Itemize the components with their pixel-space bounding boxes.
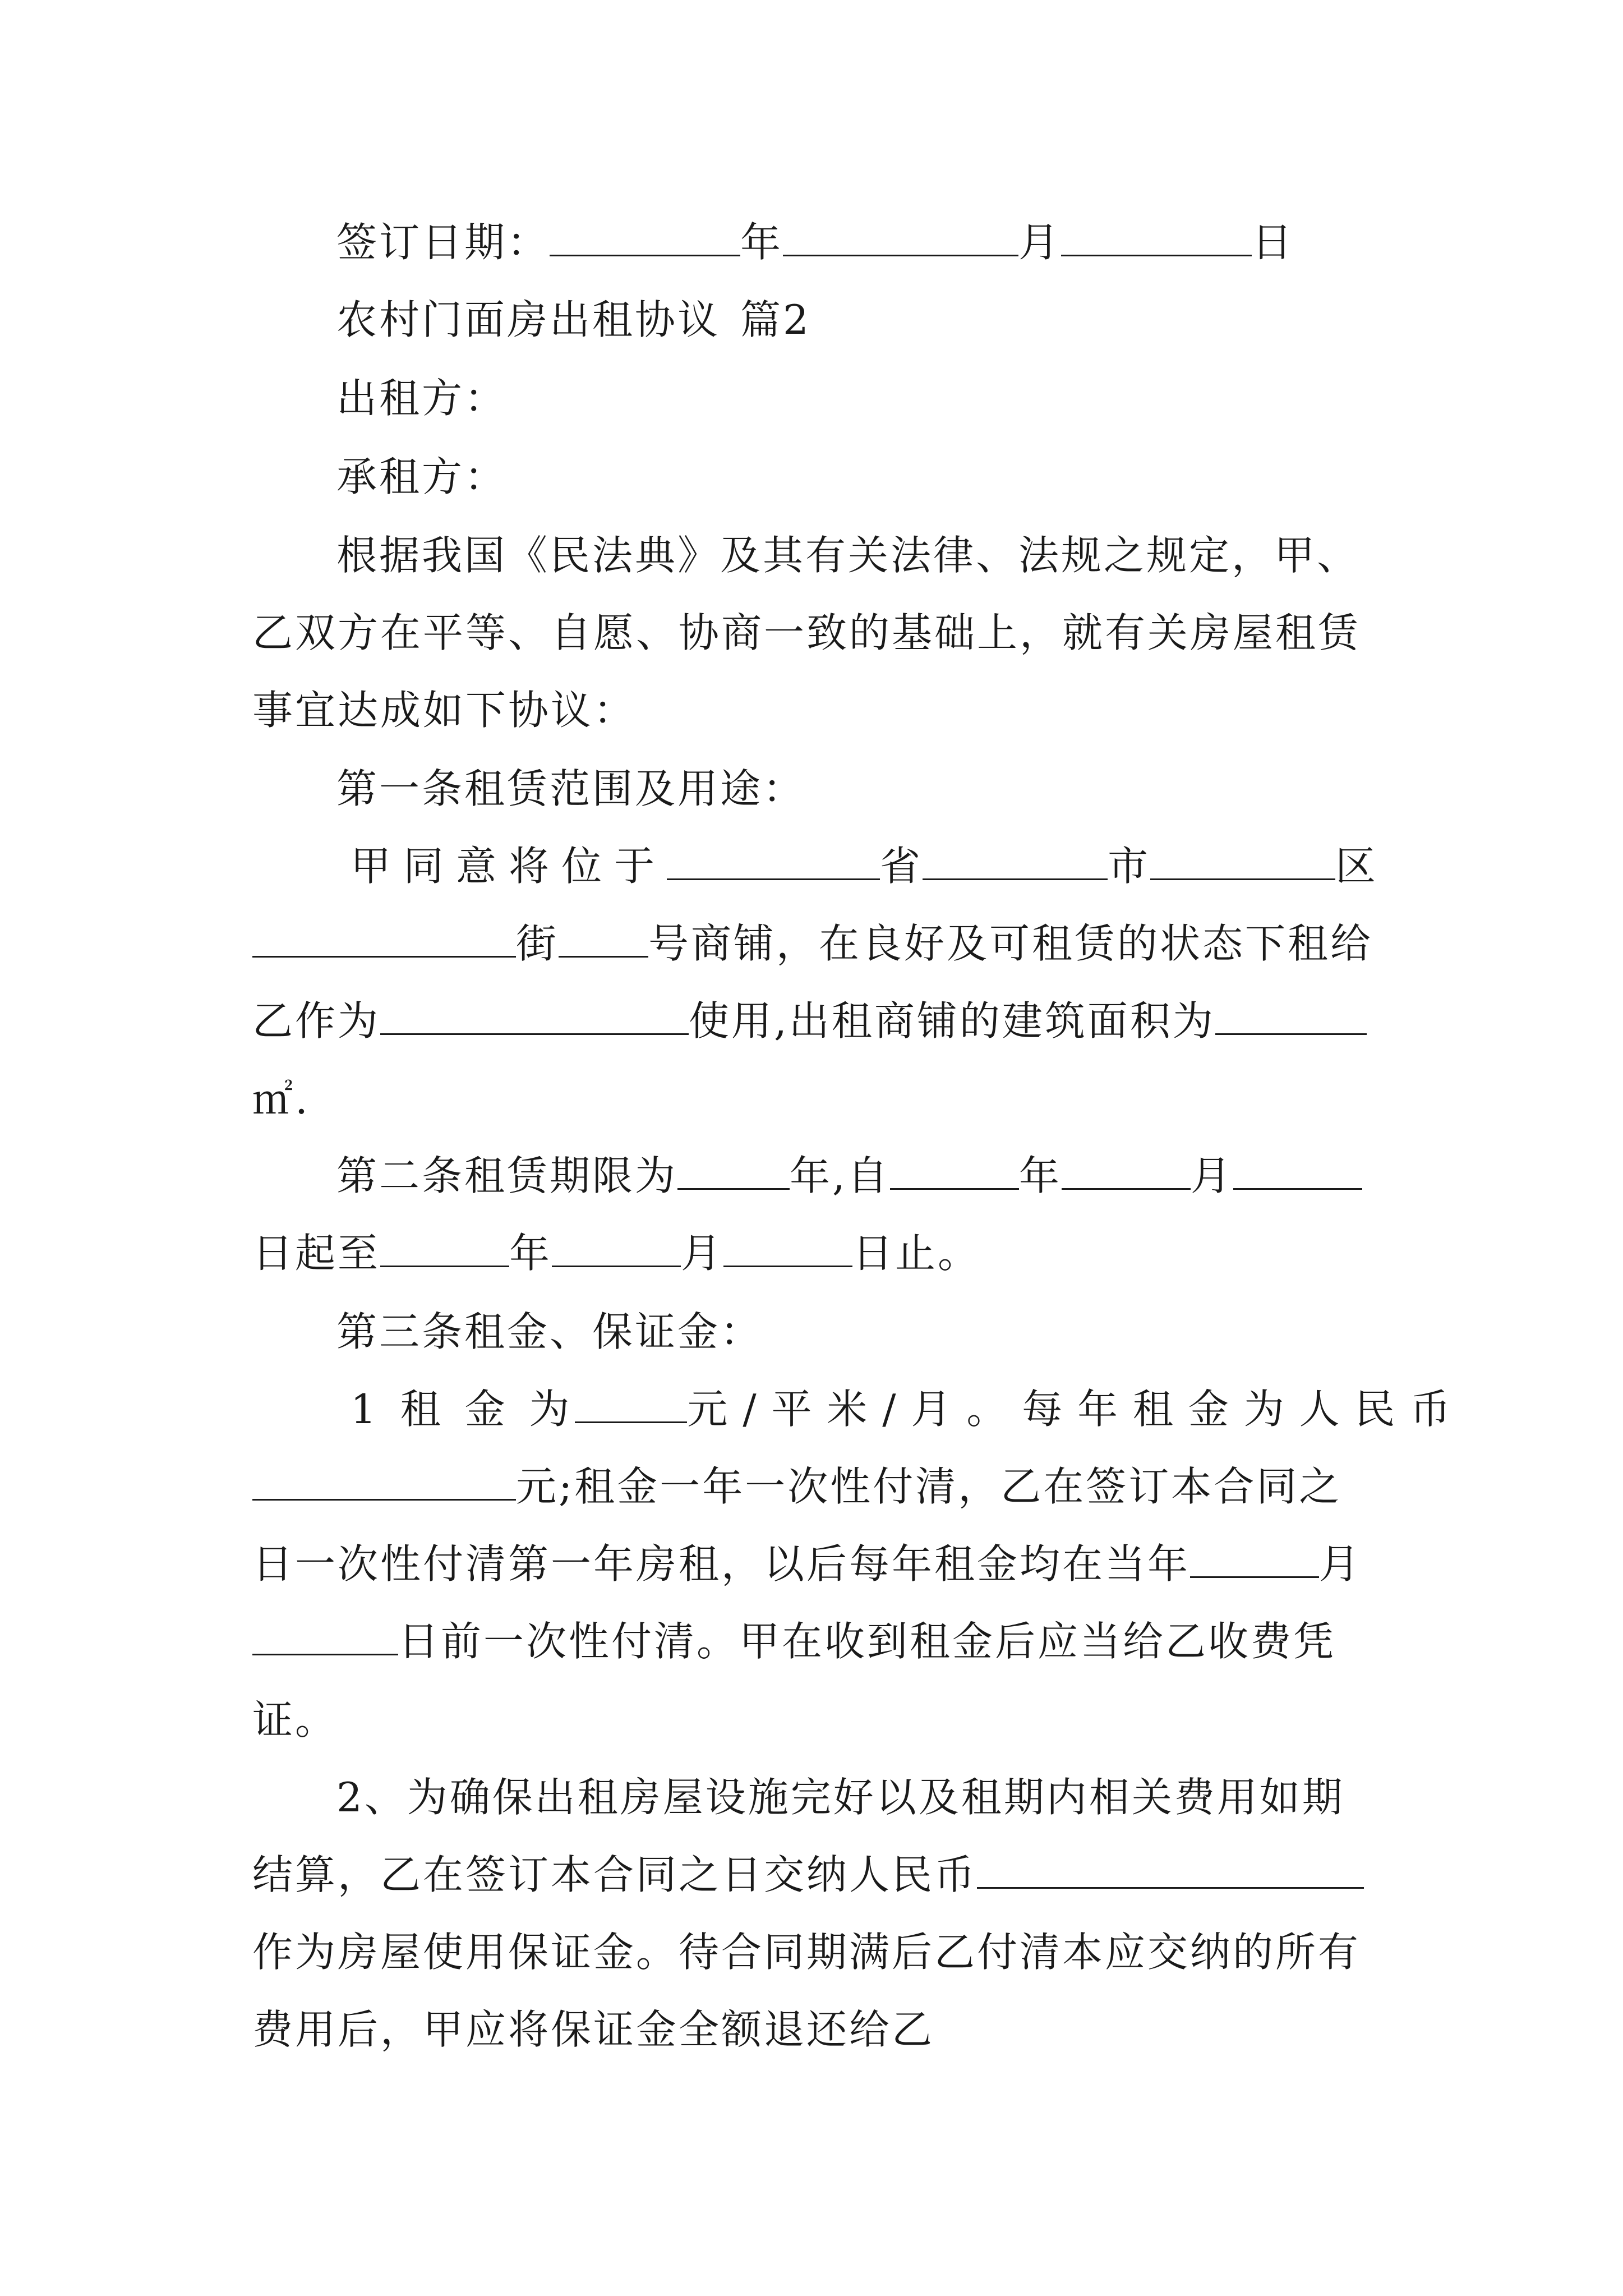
article-1-street-line: 街 号商铺，在良好及可租赁的状态下租给 [252,910,1380,977]
section-title [336,286,1380,353]
street-blank [252,912,516,958]
lessor-line: 出租方： [336,375,508,422]
month-label: 月 [1018,219,1062,266]
article-2-line-1: 第二条租赁期限为 年,自 年 月 [336,1142,1380,1209]
province-blank [667,835,880,880]
article-1-heading: 第一条租赁范围及用途： [336,765,806,812]
deposit-line-2: 结算，乙在签订本合同之日交纳人民币 [252,1841,1380,1908]
end-month-blank [552,1222,681,1267]
article-2-line-2: 日起至 年 月 日止。 [252,1220,1380,1287]
annual-rent-blank [252,1455,516,1501]
deposit-line-1: 2、为确保出租房屋设施完好以及租期内相关费用如期 [336,1774,1345,1821]
month-blank [783,211,1018,256]
deposit-line-4: 费用后，甲应将保证金全额退还给乙 [252,2006,935,2053]
article-3-heading: 第三条租金、保证金： [336,1308,763,1355]
preamble-line-3: 事宜达成如下协议： [252,687,637,734]
city-blank [923,835,1108,880]
area-unit-line: ㎡. [252,1076,310,1123]
day-label: 日 [1252,219,1295,266]
start-day-blank [1233,1144,1362,1190]
signing-date-line [336,209,1380,276]
deposit-amount-blank [977,1843,1364,1889]
rent-per-sqm-blank [575,1378,687,1423]
usage-blank [380,990,689,1035]
article-1-usage-line: 乙作为 使用,出租商铺的建筑面积为 [252,987,1380,1055]
part-number: 篇2 [740,296,811,343]
end-day-blank [723,1222,852,1267]
year-label: 年 [740,219,783,266]
number-blank [559,912,648,958]
preamble-line-2: 乙双方在平等、自愿、协商一致的基础上，就有关房屋租赁 [252,609,1361,656]
rent-line-3: 日一次性付清第一年房租，以后每年租金均在当年 月 [252,1530,1380,1598]
year-blank [550,211,740,256]
article-1-location-line: 甲同意将位于 省 市 区 [351,832,1380,900]
start-month-blank [1062,1144,1191,1190]
rent-line-2: 元;租金一年一次性付清，乙在签订本合同之 [252,1453,1380,1520]
agreement-title: 农村门面房出租协议 [336,296,721,343]
start-year-blank [890,1144,1019,1190]
deposit-line-3: 作为房屋使用保证金。待合同期满后乙付清本应交纳的所有 [252,1929,1361,1976]
area-blank [1215,990,1367,1035]
rent-line-4: 日前一次性付清。甲在收到租金后应当给乙收费凭 [252,1608,1380,1675]
end-year-blank [380,1222,509,1267]
rent-line-5: 证。 [252,1696,338,1743]
payment-month-blank [1190,1533,1319,1578]
day-blank [1061,211,1252,256]
payment-day-blank [252,1610,398,1655]
signing-date-label: 签订日期： [336,219,550,266]
preamble-line-1: 根据我国《民法典》及其有关法律、法规之规定，甲、 [336,532,1360,579]
term-years-blank [677,1144,790,1190]
lessee-line: 承租方： [336,453,508,500]
rent-line-1: 1 租 金 为 元 / 平 米 / 月 。 每 年 租 金 为 人 民 币 [351,1375,1380,1443]
district-blank [1150,835,1335,880]
